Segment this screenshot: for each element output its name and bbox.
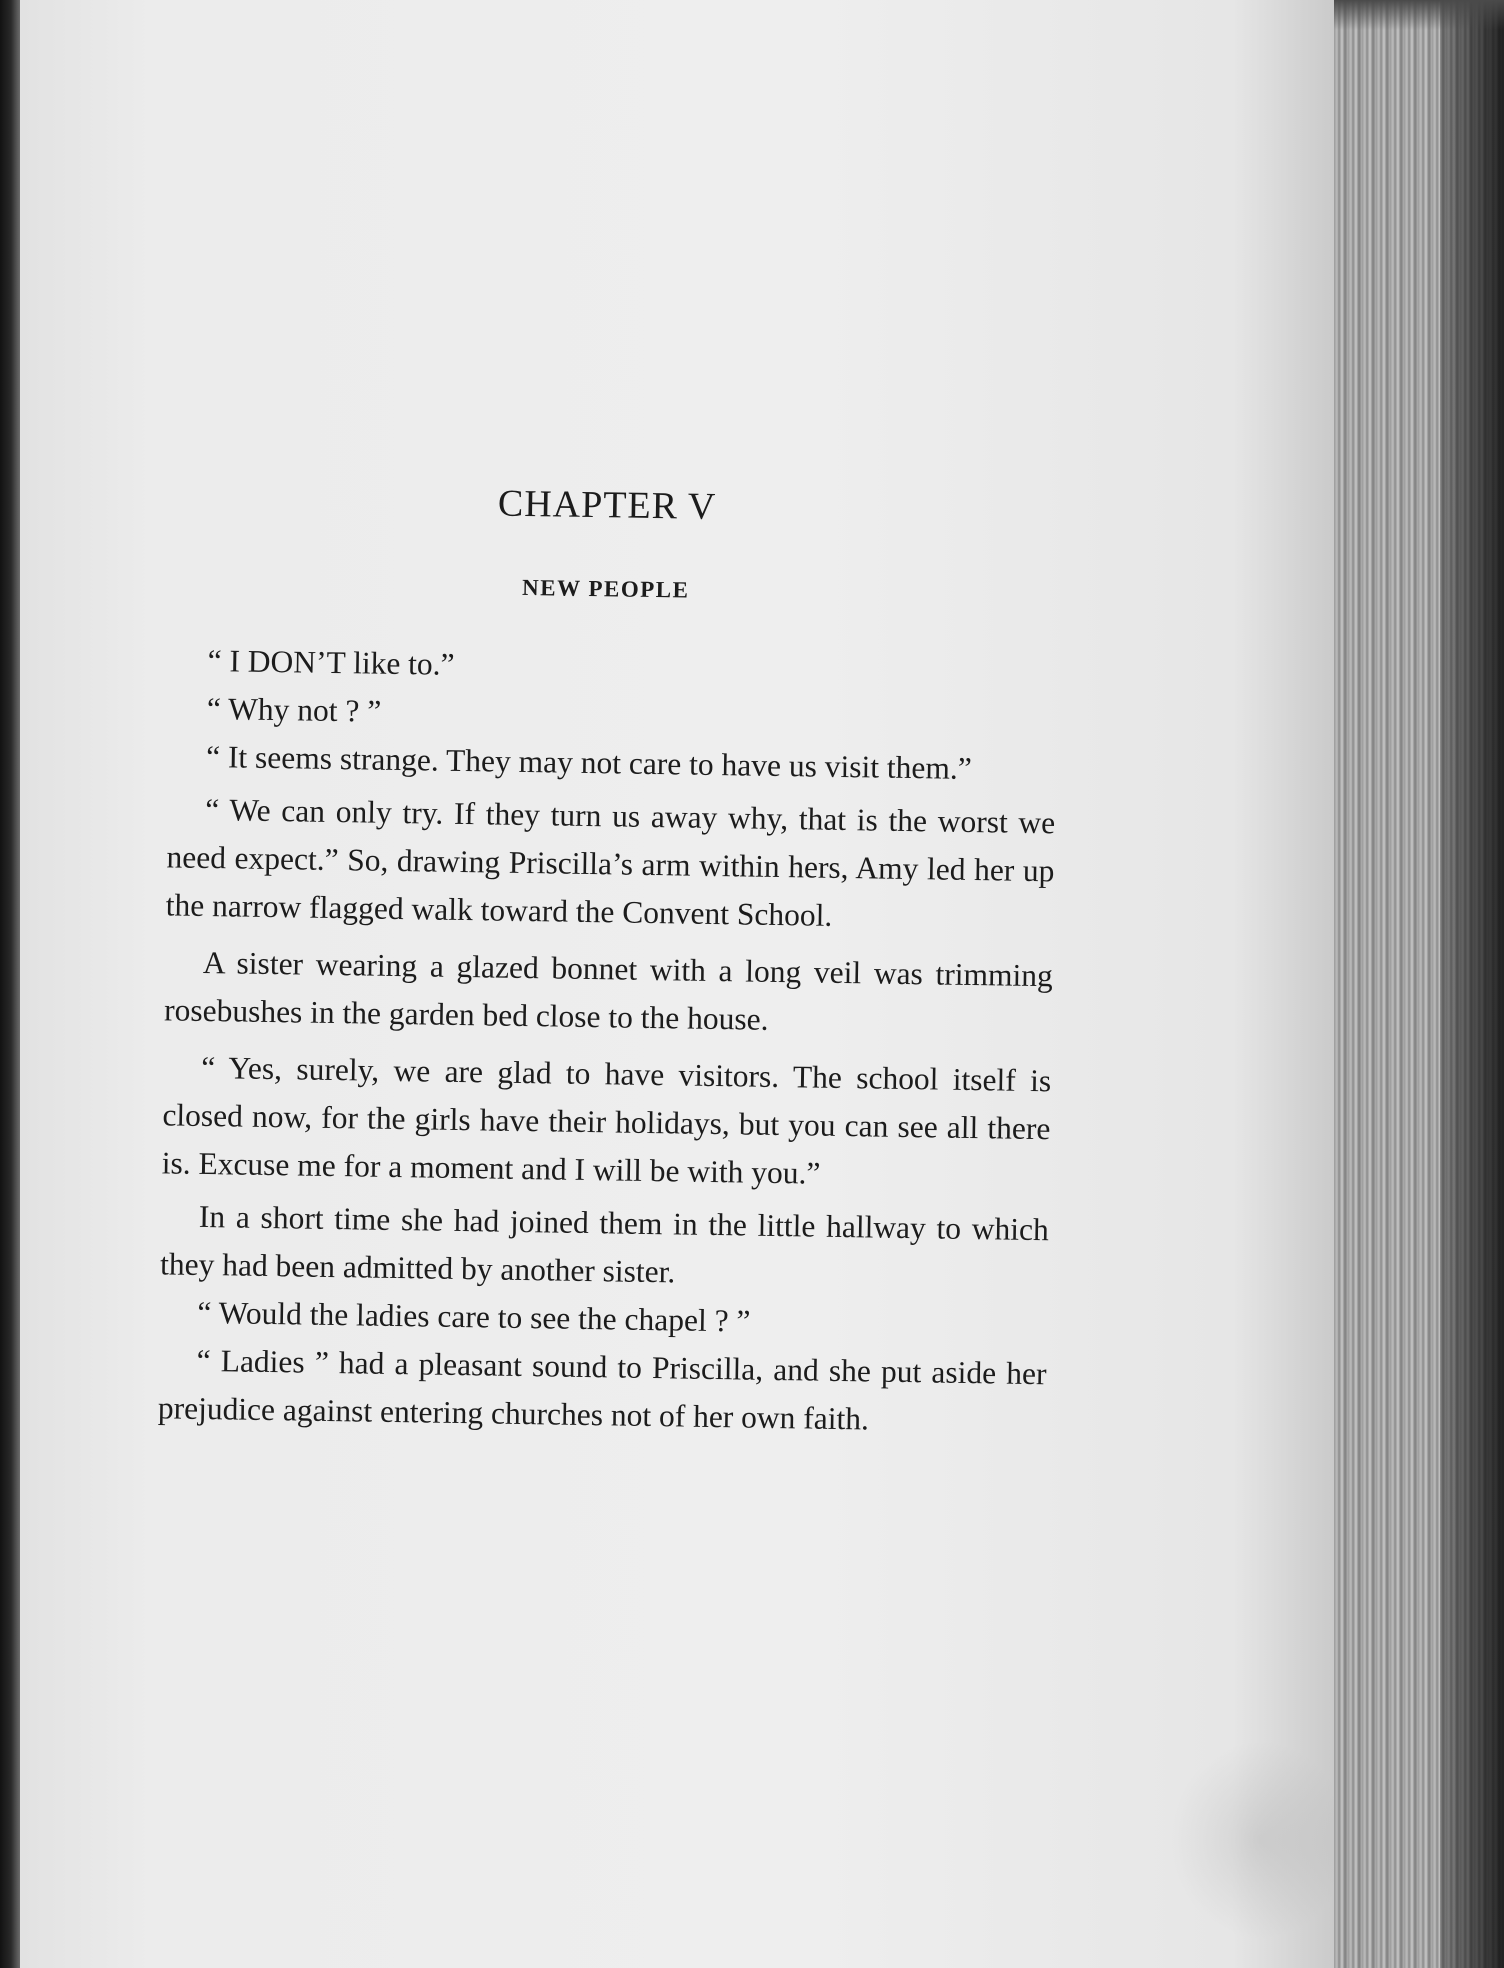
paragraph-4: “ We can only try. If they turn us away why, that is the worst we need expect.” So, drawing Priscilla’s arm within hers, Amy led her up the narrow flagged walk toward the Convent School. xyxy=(165,791,1056,933)
chapter-title: CHAPTER V xyxy=(497,482,717,528)
paragraph-7: In a short time she had joined them in the little hallway to which they had been admitted by another sister. xyxy=(159,1198,1050,1290)
paragraph-3: “ It seems strange. They may not care to have us visit them.” xyxy=(205,738,973,786)
paragraph-8: “ Would the ladies care to see the chapel ? ” xyxy=(197,1294,751,1339)
paragraph-6: “ Yes, surely, we are glad to have visitors. The school itself is closed now, for the girls have their holidays, but you can see all there is. Excuse me for a moment and I will be with you.” xyxy=(161,1049,1052,1191)
fore-edge-shadow xyxy=(1440,0,1504,1968)
fore-edge-top-shadow xyxy=(1334,0,1504,30)
paragraph-9: “ Ladies ” had a pleasant sound to Priscilla, and she put aside her prejudice against entering churches not of her own faith. xyxy=(157,1342,1047,1437)
paragraph-2: “ Why not ? ” xyxy=(206,690,382,729)
page-stain xyxy=(1170,1740,1350,1940)
book-spine-edge xyxy=(0,0,22,1968)
chapter-subtitle: NEW PEOPLE xyxy=(521,574,690,603)
paragraph-5: A sister wearing a glazed bonnet with a long veil was trimming rosebushes in the garden bed close to the house. xyxy=(163,944,1054,1037)
chapter-body xyxy=(158,636,1058,1446)
paragraph-1: “ I DON’T like to.” xyxy=(207,642,455,682)
